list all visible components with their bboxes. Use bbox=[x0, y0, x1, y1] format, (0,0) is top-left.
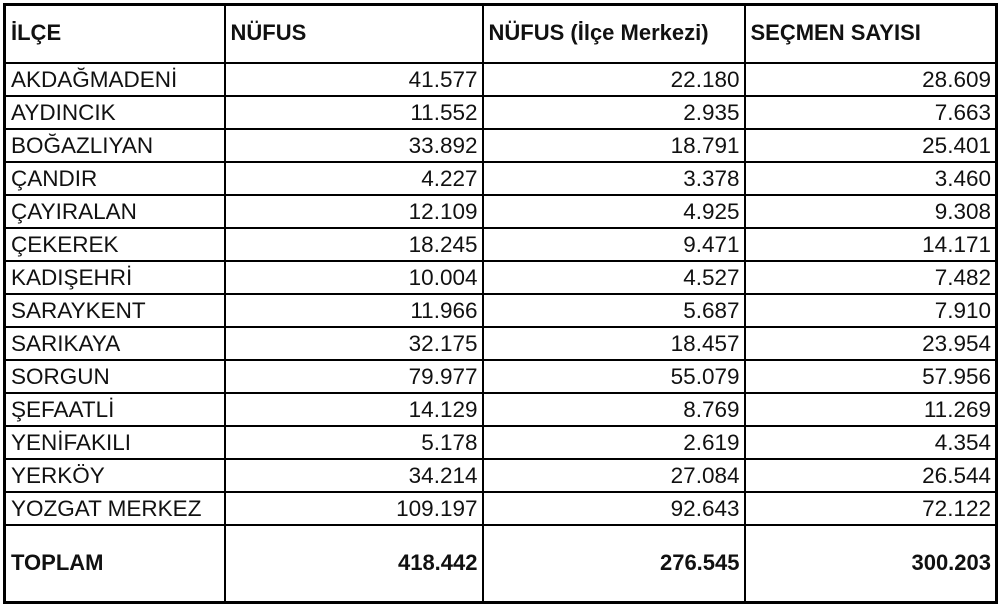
cell-nufus-merkez: 8.769 bbox=[483, 393, 745, 426]
cell-ilce: AKDAĞMADENİ bbox=[5, 63, 225, 96]
cell-nufus-merkez: 3.378 bbox=[483, 162, 745, 195]
cell-ilce: BOĞAZLIYAN bbox=[5, 129, 225, 162]
cell-nufus-merkez: 55.079 bbox=[483, 360, 745, 393]
table-row bbox=[5, 228, 997, 261]
table-row bbox=[5, 393, 997, 426]
cell-secmen-sayisi: 14.171 bbox=[745, 228, 997, 261]
cell-nufus: 12.109 bbox=[225, 195, 483, 228]
cell-nufus: 109.197 bbox=[225, 492, 483, 525]
header-ilce: İLÇE bbox=[5, 5, 225, 63]
cell-nufus-merkez: 2.619 bbox=[483, 426, 745, 459]
total-nufus: 418.442 bbox=[225, 525, 483, 603]
cell-nufus: 33.892 bbox=[225, 129, 483, 162]
cell-nufus-merkez: 9.471 bbox=[483, 228, 745, 261]
cell-nufus: 79.977 bbox=[225, 360, 483, 393]
cell-secmen-sayisi: 7.482 bbox=[745, 261, 997, 294]
table-row bbox=[5, 261, 997, 294]
cell-ilce: YOZGAT MERKEZ bbox=[5, 492, 225, 525]
cell-nufus-merkez: 5.687 bbox=[483, 294, 745, 327]
population-table bbox=[3, 3, 998, 604]
cell-nufus: 5.178 bbox=[225, 426, 483, 459]
cell-secmen-sayisi: 7.910 bbox=[745, 294, 997, 327]
cell-nufus-merkez: 18.791 bbox=[483, 129, 745, 162]
cell-secmen-sayisi: 9.308 bbox=[745, 195, 997, 228]
table-row bbox=[5, 360, 997, 393]
header-nufus: NÜFUS bbox=[225, 5, 483, 63]
table-row bbox=[5, 195, 997, 228]
table-row bbox=[5, 129, 997, 162]
cell-ilce: KADIŞEHRİ bbox=[5, 261, 225, 294]
cell-ilce: SORGUN bbox=[5, 360, 225, 393]
cell-nufus-merkez: 4.925 bbox=[483, 195, 745, 228]
cell-nufus: 34.214 bbox=[225, 459, 483, 492]
cell-secmen-sayisi: 3.460 bbox=[745, 162, 997, 195]
cell-nufus: 41.577 bbox=[225, 63, 483, 96]
cell-ilce: AYDINCIK bbox=[5, 96, 225, 129]
cell-nufus: 11.552 bbox=[225, 96, 483, 129]
cell-secmen-sayisi: 4.354 bbox=[745, 426, 997, 459]
header-nufus-merkez: NÜFUS (İlçe Merkezi) bbox=[483, 5, 745, 63]
table-row bbox=[5, 327, 997, 360]
table-row bbox=[5, 162, 997, 195]
header-secmen-sayisi: SEÇMEN SAYISI bbox=[745, 5, 997, 63]
cell-nufus-merkez: 92.643 bbox=[483, 492, 745, 525]
total-secmen-sayisi: 300.203 bbox=[745, 525, 997, 603]
cell-nufus: 10.004 bbox=[225, 261, 483, 294]
cell-ilce: SARAYKENT bbox=[5, 294, 225, 327]
table-row bbox=[5, 63, 997, 96]
cell-secmen-sayisi: 28.609 bbox=[745, 63, 997, 96]
cell-secmen-sayisi: 7.663 bbox=[745, 96, 997, 129]
cell-secmen-sayisi: 26.544 bbox=[745, 459, 997, 492]
total-nufus-merkez: 276.545 bbox=[483, 525, 745, 603]
header-row bbox=[5, 5, 997, 63]
cell-secmen-sayisi: 57.956 bbox=[745, 360, 997, 393]
table-row bbox=[5, 96, 997, 129]
cell-secmen-sayisi: 25.401 bbox=[745, 129, 997, 162]
table-row bbox=[5, 294, 997, 327]
table-row bbox=[5, 426, 997, 459]
total-label: TOPLAM bbox=[5, 525, 225, 603]
cell-nufus: 4.227 bbox=[225, 162, 483, 195]
cell-nufus-merkez: 18.457 bbox=[483, 327, 745, 360]
cell-ilce: SARIKAYA bbox=[5, 327, 225, 360]
cell-ilce: YERKÖY bbox=[5, 459, 225, 492]
cell-secmen-sayisi: 11.269 bbox=[745, 393, 997, 426]
cell-secmen-sayisi: 72.122 bbox=[745, 492, 997, 525]
table-row bbox=[5, 492, 997, 525]
cell-nufus-merkez: 27.084 bbox=[483, 459, 745, 492]
total-row bbox=[5, 525, 997, 603]
cell-nufus: 32.175 bbox=[225, 327, 483, 360]
cell-secmen-sayisi: 23.954 bbox=[745, 327, 997, 360]
cell-ilce: ÇEKEREK bbox=[5, 228, 225, 261]
table-row bbox=[5, 459, 997, 492]
cell-ilce: ÇAYIRALAN bbox=[5, 195, 225, 228]
cell-nufus-merkez: 4.527 bbox=[483, 261, 745, 294]
cell-nufus: 14.129 bbox=[225, 393, 483, 426]
cell-ilce: ÇANDIR bbox=[5, 162, 225, 195]
cell-nufus-merkez: 2.935 bbox=[483, 96, 745, 129]
cell-ilce: YENİFAKILI bbox=[5, 426, 225, 459]
cell-nufus-merkez: 22.180 bbox=[483, 63, 745, 96]
cell-nufus: 18.245 bbox=[225, 228, 483, 261]
cell-ilce: ŞEFAATLİ bbox=[5, 393, 225, 426]
cell-nufus: 11.966 bbox=[225, 294, 483, 327]
